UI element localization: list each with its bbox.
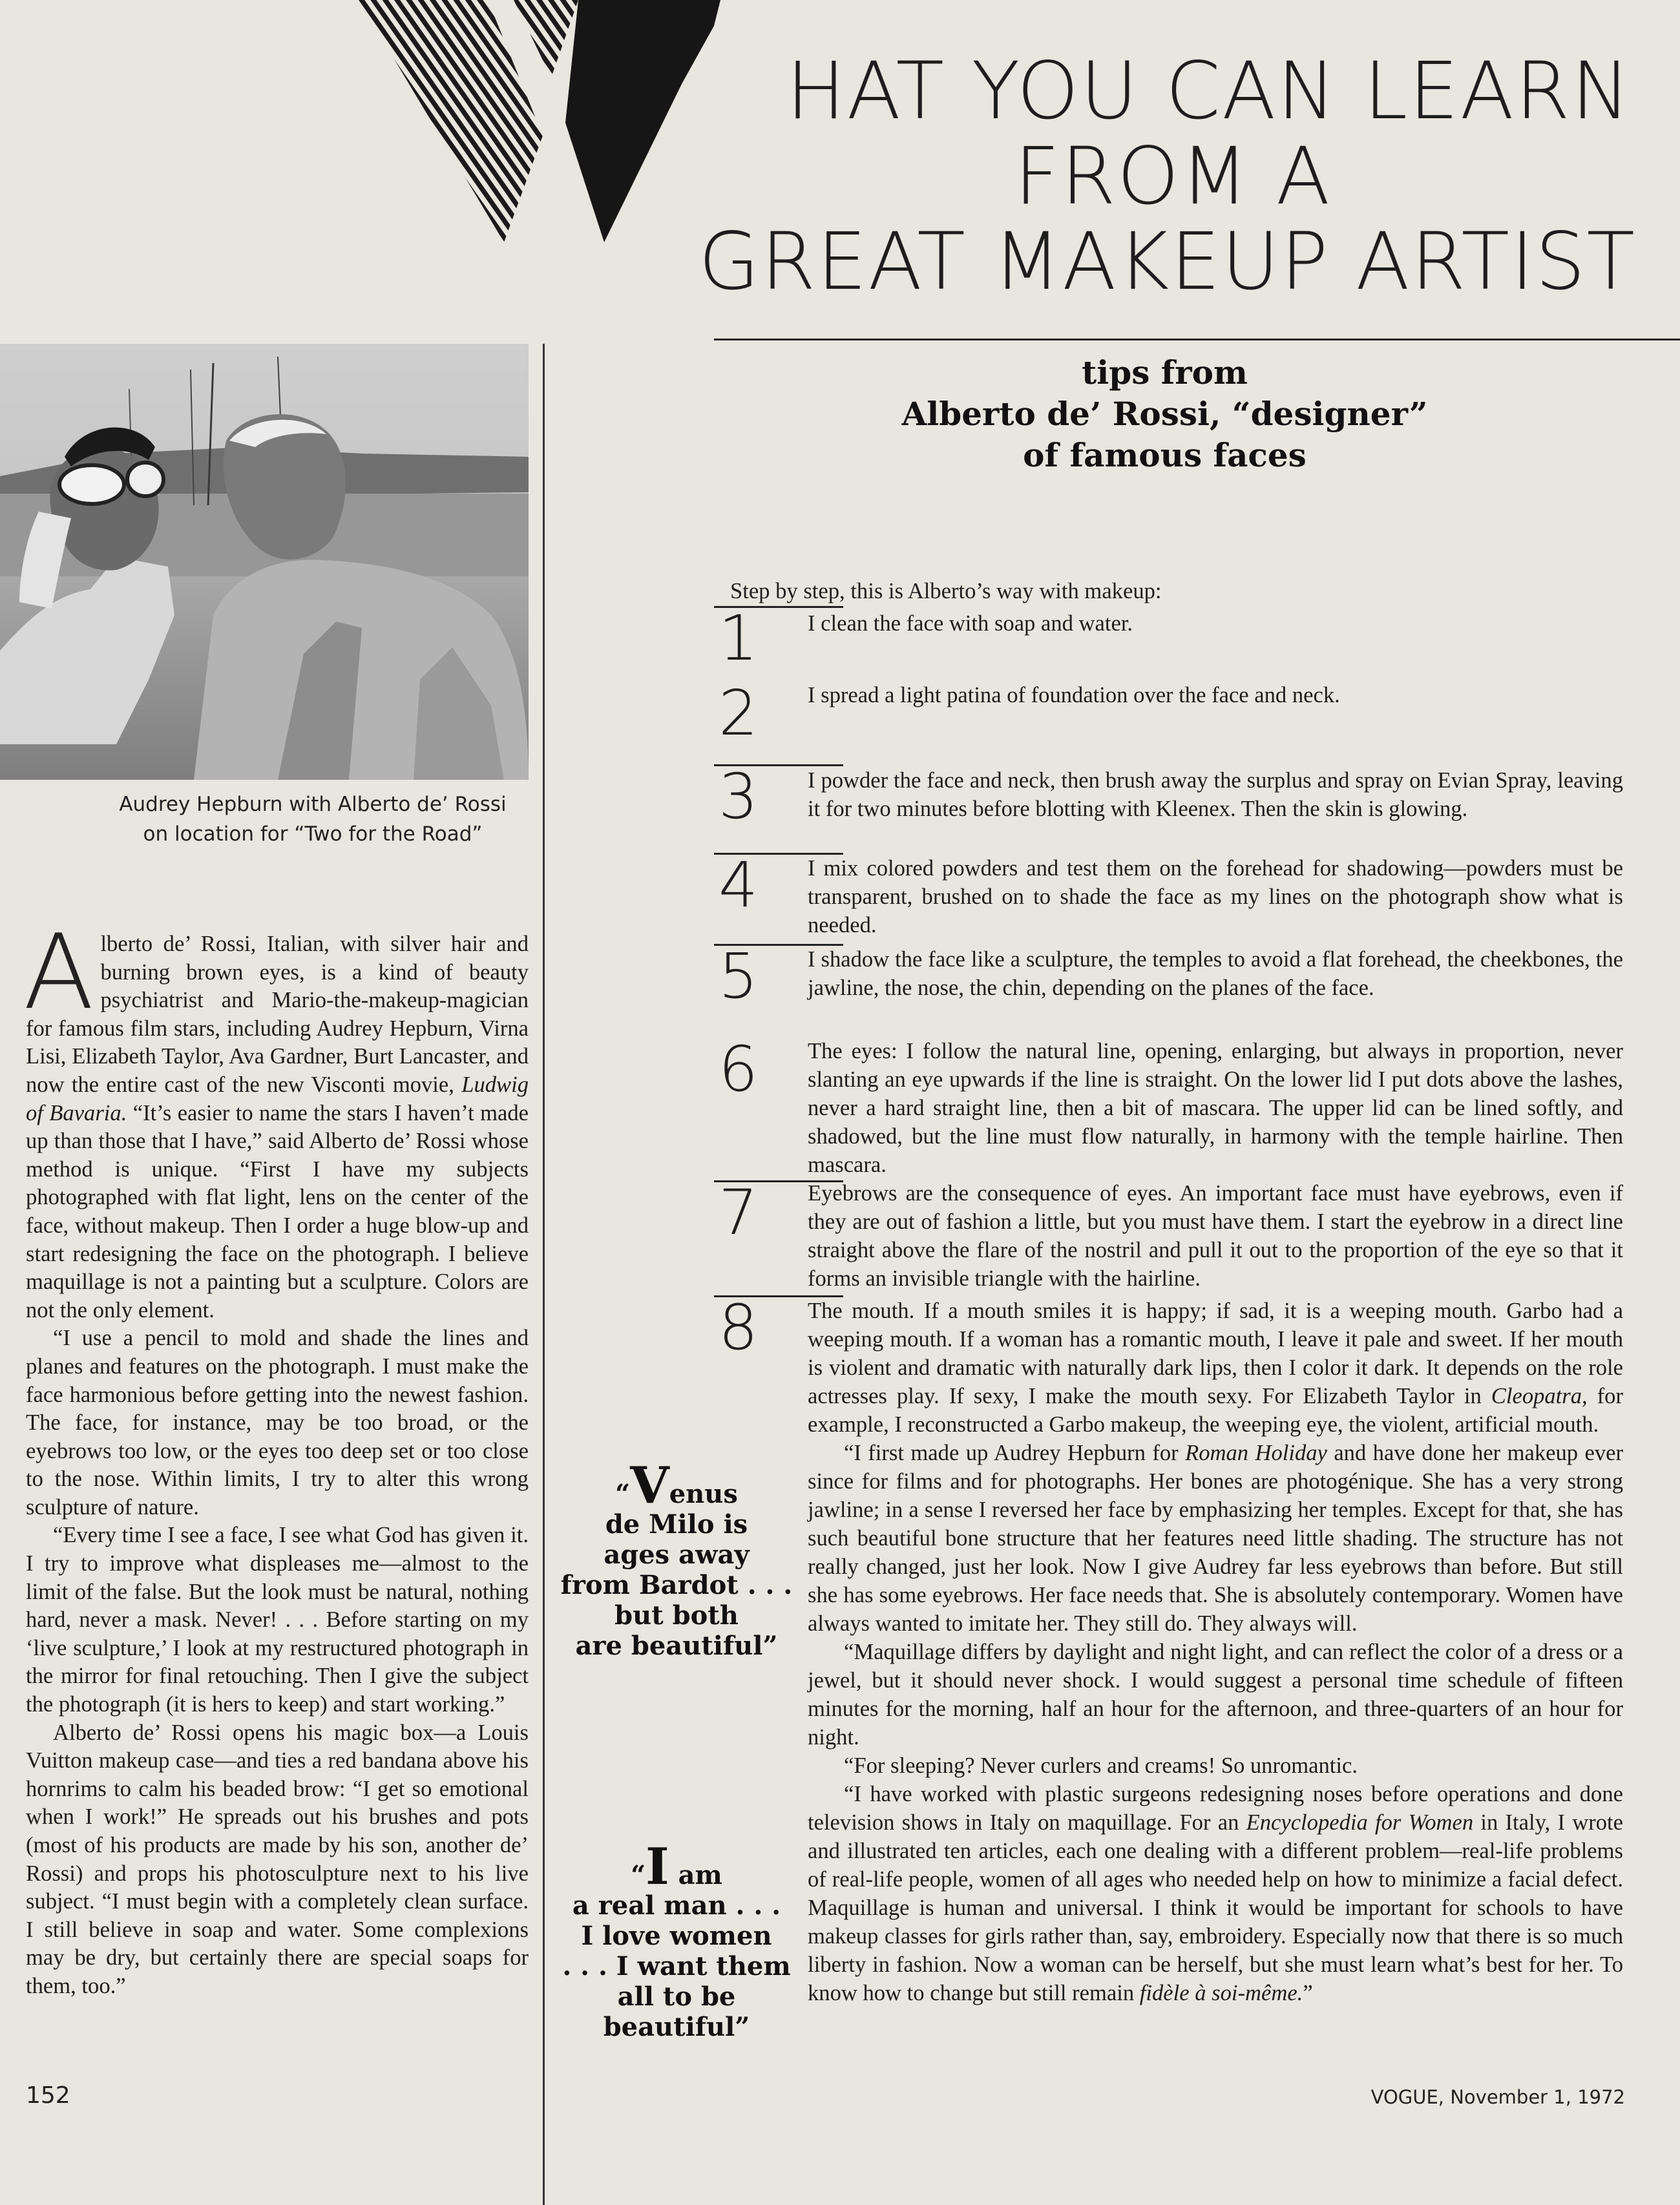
article-title bbox=[685, 45, 1641, 308]
french-phrase: fidèle à soi-même. bbox=[1139, 1981, 1303, 2005]
title-rule bbox=[714, 339, 1680, 340]
step-number-8: 8 bbox=[718, 1291, 759, 1364]
subtitle-line-3: of famous faces bbox=[1023, 436, 1307, 474]
step-8-paragraph: The mouth. If a mouth smiles it is happy; if sad, it is a weeping mouth. Garbo had a weeping mouth. If a woman has a romantic mouth, I leave it pale and sweet. If her mouth is violent and dramatic with naturally dark lips, then I color it dark. It depends on the role actresses play. If sexy, I make the mouth sexy. For Elizabeth Taylor in Cleopatra, for example, I reconstructed a Garbo makeup, the weeping eye, the violent, artificial mouth. bbox=[808, 1299, 1623, 1437]
title-line-1: HAT YOU CAN LEARN bbox=[786, 45, 1632, 137]
article-subtitle bbox=[714, 352, 1615, 476]
title-line-3: GREAT MAKEUP ARTIST bbox=[698, 216, 1636, 308]
page-number: 152 bbox=[26, 2082, 70, 2109]
step-number-4: 4 bbox=[718, 849, 759, 921]
film-title: Ludwig of Bavaria. bbox=[26, 1072, 529, 1125]
subtitle-line-1: tips from bbox=[1082, 353, 1248, 392]
film-title: Cleopatra, bbox=[1491, 1384, 1588, 1408]
striped-w-initial bbox=[359, 0, 720, 242]
caption-line-2: on location for “Two for the Road” bbox=[143, 822, 483, 846]
issue-line: VOGUE, November 1, 1972 bbox=[1370, 2086, 1625, 2108]
subtitle-line-2: Alberto de’ Rossi, “designer” bbox=[901, 395, 1428, 433]
step-6-text: The eyes: I follow the natural line, opening, enlarging, but always in proportion, never slanting an eye upwards if the line is straight. On the lower lid I put dots above the lashes, never a hard straight line, then a bit of mascara. The upper lid can be lined softly, and shadowed, but the line must flow naturally, in harmony with the temple hairline. Then mascara. bbox=[808, 1039, 1623, 1177]
step-8-text bbox=[808, 1297, 1623, 2007]
article-body-left bbox=[23, 912, 529, 2001]
step-number-7: 7 bbox=[718, 1176, 759, 1249]
step-2-text: I spread a light patina of foundation over the face and neck. bbox=[808, 683, 1340, 707]
step-7-text: Eyebrows are the consequence of eyes. An important face must have eyebrows, even if they are out of fashion a little, but you must have them. I start the eyebrow in a direct line straight above the flare of the nostril and pull it out to the proportion of the eye so that it forms an invisible triangle with the hairline. bbox=[808, 1181, 1623, 1291]
step-1-text: I clean the face with soap and water. bbox=[808, 611, 1133, 636]
step-number-1: 1 bbox=[718, 602, 759, 674]
step-3-text: I powder the face and neck, then brush away the surplus and spray on Evian Spray, leaving it for two minutes before blotting with Kleenex. Then the skin is glowing. bbox=[808, 768, 1623, 821]
paragraph-4: Alberto de’ Rossi opens his magic box—a Louis Vuitton makeup case—and ties a red bandana above his hornrims to calm his beaded brow: “I get so emotional when I work!” He spreads out his brushes and pots (most of his products are made by his son, another de’ Rossi) and props his photosculpture next to his live subject. “I must begin with a completely clean surface. I still believe in soap and water. Some complexions may be dry, but certainly there are special soaps for them, too.” bbox=[26, 1720, 529, 1998]
pull-quote-initial: V bbox=[630, 1456, 669, 1515]
photo-hepburn-de-rossi bbox=[0, 344, 529, 780]
pull-quote-real-man: “I am a real man . . . I love women . . . I want them all to be beautiful” bbox=[562, 1837, 791, 2042]
column-divider bbox=[543, 344, 545, 2205]
paragraph-1: Alberto de’ Rossi, Italian, with silver hair and burning brown eyes, is a kind of beauty psychiatrist and Mario-the-makeup-magician for famous film stars, including Audrey Hepburn, Virna Lisi, Elizabeth Taylor, Ava Gardner, Burt Lancaster, and now the entire cast of the new Visconti movie, Ludwig of Bavaria. “It’s easier to name the stars I haven’t made up than those that I have,” said Alberto de’ Rossi whose method is unique. “First I have my subjects photographed with flat light, lens on the center of the face, without makeup. Then I order a huge blow-up and start redesigning the face on the photograph. I believe maquillage is not a painting but a sculpture. Colors are not the only element. bbox=[23, 912, 529, 1322]
paragraph-3: “Every time I see a face, I see what God has given it. I try to improve what displeases me—almost to the limit of the false. But the look must be natural, nothing hard, never a mask. Never! . . . Before starting on my ‘live sculpture,’ I look at my restructured photograph in the mirror for final retouching. Then I give the subject the photograph (it is hers to keep) and start working.” bbox=[26, 1523, 529, 1717]
drop-cap: A bbox=[23, 912, 94, 1032]
step-number-3: 3 bbox=[718, 760, 759, 833]
step-number-5: 5 bbox=[718, 940, 759, 1012]
continued-paragraph-2: “Maquillage differs by daylight and night light, and can reflect the color of a dress or a jewel, but it should never shock. I would suggest a personal time schedule of fifteen minutes for the morning, half an hour for the afternoon, and three-quarters of an hour for night. bbox=[808, 1640, 1623, 1750]
photo-caption bbox=[97, 789, 529, 849]
step-number-2: 2 bbox=[718, 677, 759, 749]
steps-intro: Step by step, this is Alberto’s way with makeup: bbox=[730, 579, 1162, 603]
pull-quote-initial: I bbox=[646, 1837, 669, 1896]
book-title: Encyclopedia for Women bbox=[1246, 1810, 1474, 1835]
step-number-6: 6 bbox=[718, 1033, 759, 1105]
step-5-text: I shadow the face like a sculpture, the temples to avoid a flat forehead, the cheekbones, the jawline, the nose, the chin, depending on the planes of the face. bbox=[808, 947, 1623, 1000]
pull-quote-venus: “Venus de Milo is ages away from Bardot . . . but both are beautiful” bbox=[560, 1456, 793, 1661]
continued-paragraph-4: “I have worked with plastic surgeons redesigning noses before operations and done television shows in Italy on maquillage. For an Encyclopedia for Women in Italy, I wrote and illustrated ten articles, each one dealing with a different problem—real-life problems of real-life people, women of all ages who needed help on how to minimize a facial defect. Maquillage is human and universal. I think it would be important for schools to have makeup classes for girls rather than, say, embroidery. Especially now that there is so much liberty in fashion. Now a woman can be herself, but she must learn what’s best for her. To know how to change but still remain fidèle à soi-même.” bbox=[808, 1782, 1623, 2005]
step-4-text: I mix colored powders and test them on the forehead for shadowing—powders must be transparent, brushed on to shade the face as my lines on the photograph show what is needed. bbox=[808, 856, 1623, 937]
caption-line-1: Audrey Hepburn with Alberto de’ Rossi bbox=[119, 793, 507, 816]
film-title: Roman Holiday bbox=[1185, 1441, 1327, 1465]
paragraph-2: “I use a pencil to mold and shade the lines and planes and features on the photograph. I must make the face harmonious before getting into the newest fashion. The face, for instance, may be too broad, or the eyebrows too low, or the eyes too deep set or too close to the nose. Within limits, I try to alter this wrong sculpture of nature. bbox=[26, 1326, 529, 1520]
continued-paragraph-1: “I first made up Audrey Hepburn for Roman Holiday and have done her makeup ever since for films and for photographs. Her bones are photogénique. She has a very strong jawline; in a sense I reversed her face by emphasizing her temples. Except for that, she has such beautiful bone structure that her features need little shading. The structure has not really changed, just her look. Now I give Audrey far less eyebrows than before. But still she has some eyebrows. Her face needs that. She is absolutely contemporary. Women have always wanted to imitate her. They still do. They always will. bbox=[808, 1441, 1623, 1636]
title-line-2: FROM A bbox=[1014, 131, 1332, 222]
continued-paragraph-3: “For sleeping? Never curlers and creams! So unromantic. bbox=[844, 1753, 1358, 1778]
